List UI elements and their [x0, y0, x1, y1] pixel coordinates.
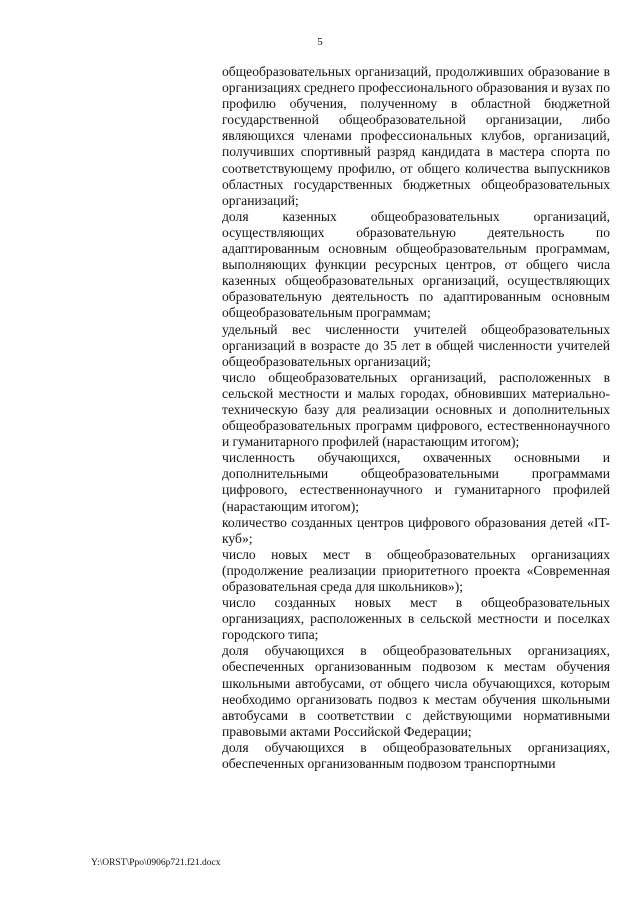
- paragraph-resource-centers-share: доля казенных общеобразовательных организаций, осуществляющих образовательную деятельность по адаптированным основным общеобразовательным программам, выполняющих функции ресурсных центров, от общего числа казенных общеобразовательных организаций, осуществляющих образовательную деятельность по адаптированным основным общеобразовательным программам;: [222, 208, 610, 321]
- page-number: 5: [317, 36, 323, 48]
- paragraph-school-bus-share: доля обучающихся в общеобразовательных организациях, обеспеченных организованным подвозом к местам обучения школьными автобусами, от общего числа обучающихся, которым необходимо организовать подвоз к местам обучения школьными автобусами в соответствии с действующими нормативными правовыми актами Российской Федерации;: [222, 643, 610, 739]
- paragraph-it-cube-count: количество созданных центров цифрового образования детей «IT-куб»;: [222, 514, 610, 546]
- paragraph-new-places: число новых мест в общеобразовательных организациях (продолжение реализации приоритетного проекта «Современная образовательная среда для школьников»);: [222, 546, 610, 594]
- paragraph-rural-new-places: число созданных новых мест в общеобразовательных организациях, расположенных в сельской местности и поселках городского типа;: [222, 595, 610, 643]
- paragraph-rural-schools-count: число общеобразовательных организаций, расположенных в сельской местности и малых городах, обновивших материально-техническую базу для реализации основных и дополнительных общеобразовательных программ цифрового, естественнонаучного и гуманитарного профилей (нарастающим итогом);: [222, 369, 610, 450]
- paragraph-students-covered: численность обучающихся, охваченных основными и дополнительными общеобразовательными программами цифрового, естественнонаучного и гуманитарного профилей (нарастающим итогом);: [222, 450, 610, 514]
- paragraph-transport-share: доля обучающихся в общеобразовательных организациях, обеспеченных организованным подвозом транспортными: [222, 739, 610, 772]
- paragraph-young-teachers-share: удельный вес численности учителей общеобразовательных организаций в возрасте до 35 лет в общей численности учителей общеобразовательных организаций;: [222, 321, 610, 369]
- footer-file-path: Y:\ORST\Ppo\0906p721.f21.docx: [91, 858, 221, 868]
- paragraph-graduates-share: общеобразовательных организаций, продолживших образование в организациях среднего профессионального образования и вузах по профилю обучения, полученному в областной бюджетной государственной общеобразовательной организации, либо являющихся членами профессиональных клубов, организаций, получивших спортивный разряд кандидата в мастера спорта по соответствующему профилю, от общего количества выпускников областных государственных бюджетных общеобразовательных организаций;: [222, 64, 610, 208]
- document-body: [222, 64, 610, 772]
